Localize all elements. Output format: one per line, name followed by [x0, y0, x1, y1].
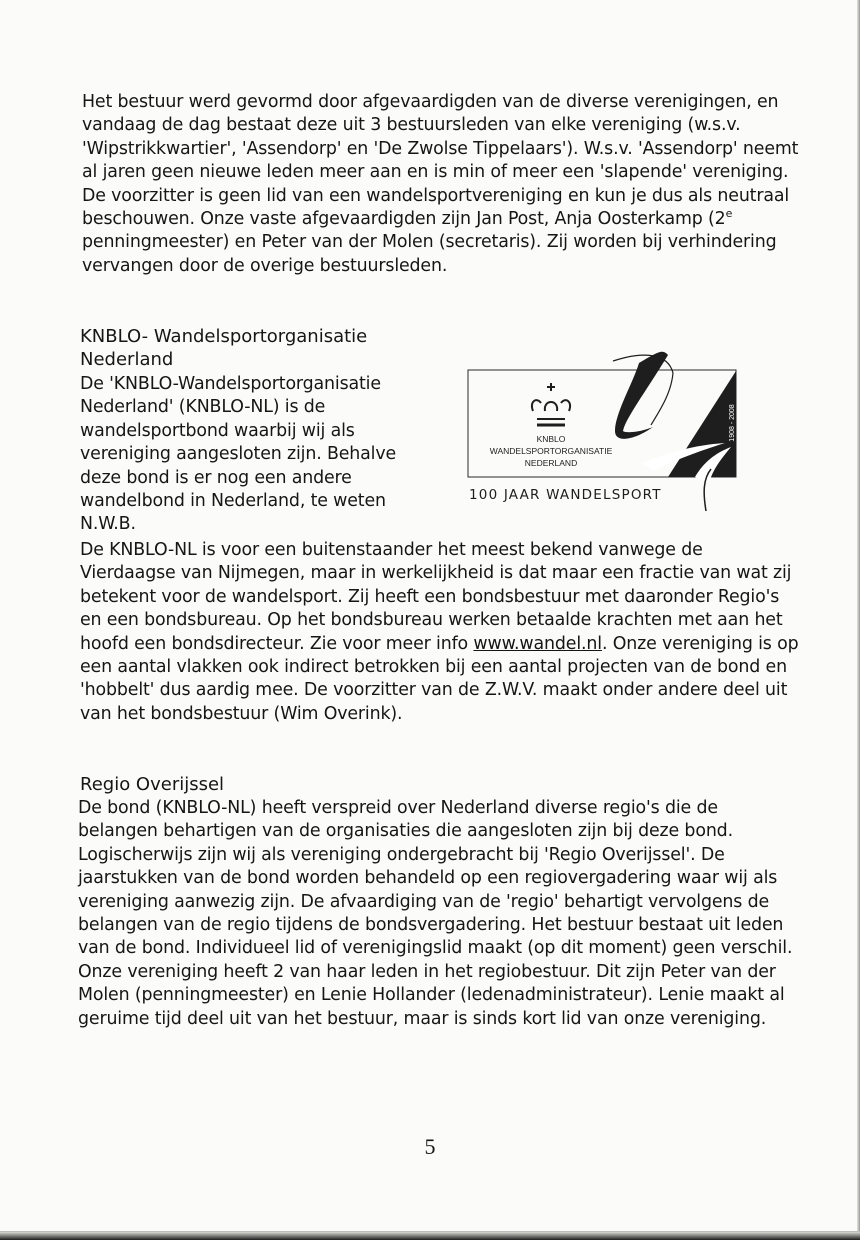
swoosh-icon — [615, 352, 668, 439]
intro-text-end: penningmeester) en Peter van der Molen (secretaris). Zij worden bij verhindering vervangen door de overige bestuursleden. — [82, 232, 777, 276]
section-heading-regio: Regio Overijssel — [80, 774, 225, 795]
logo-org-line1: KNBLO — [536, 434, 566, 444]
logo-org-line3: NEDERLAND — [524, 458, 578, 468]
logo-years: 1908 - 2008 — [729, 404, 736, 442]
knblo-details-text-end: . Onze vereniging is op een aantal vlakken ook indirect betrokken bij een aantal projecten van de bond en 'hobbelt' dus aardig mee. De voorzitter van de Z.W.V. maakt onder andere deel uit van het bondsbestuur (Wim Overink). — [80, 633, 799, 724]
page-number: 5 — [424, 1134, 436, 1159]
logo-org-line2: WANDELSPORTORGANISATIE — [489, 446, 613, 456]
knblo-paragraph-details — [80, 539, 800, 726]
page-bottom-edge — [0, 1232, 860, 1240]
knblo-details-text: De KNBLO-NL is voor een buitenstaander het meest bekend vanwege de Vierdaagse van Nijmegen, maar in werkelijkheid is dat maar een fractie van wat zij betekent voor de wandelsport. Zij heeft een bondsbestuur met daaronder Regio's en een bondsbureau. Op het bondsbureau werken betaalde krachten met aan het hoofd een bondsdirecteur. Zie voor meer info — [80, 540, 792, 654]
intro-paragraph — [82, 91, 802, 278]
section-heading-knblo: KNBLO- Wandelsportorganisatie Nederland — [80, 326, 368, 371]
logo-tagline: 100 JAAR WANDELSPORT — [469, 487, 662, 503]
ordinal-superscript: e — [725, 207, 733, 221]
website-link[interactable]: www.wandel.nl — [473, 633, 602, 654]
crown-icon — [532, 383, 570, 425]
knblo-paragraph-intro: De 'KNBLO-Wandelsportorganisatie Nederland' (KNBLO-NL) is de wandelsportbond waarbij wij als vereniging aangesloten zijn. Behalve deze bond is er nog een andere wandelbond in Nederland, te weten N.W.B. — [80, 374, 397, 535]
logo-dark-wedge — [668, 371, 736, 477]
intro-text: Het bestuur werd gevormd door afgevaardigden van de diverse verenigingen, en vandaag de dag bestaat deze uit 3 bestuursleden van elke vereniging (w.s.v. 'Wipstrikkwartier', 'Assendorp' en 'De Zwolse Tippelaars'). W.s.v. 'Assendorp' neemt al jaren geen nieuwe leden meer aan en is min of meer een 'slapende' vereniging. De voorzitter is geen lid van een wandelsportvereniging en kun je dus als neutraal beschouwen. Onze vaste afgevaardigden zijn Jan Post, Anja Oosterkamp (2 — [82, 92, 799, 230]
regio-paragraph: De bond (KNBLO-NL) heeft verspreid over Nederland diverse regio's die de belangen behartigen van de organisaties die aangesloten zijn bij deze bond. Logischerwijs zijn wij als vereniging ondergebracht bij 'Regio Overijssel'. De jaarstukken van de bond worden behandeld op een regiovergadering waar wij als vereniging aanwezig zijn. De afvaardiging van de 'regio' behartigt vervolgens de belangen van de regio tijdens de bondsvergadering. Het bestuur bestaat uit leden van de bond. Individueel lid of verenigingslid maakt (op dit moment) geen verschil. Onze vereniging heeft 2 van haar leden in het regiobestuur. Dit zijn Peter van der Molen (penningmeester) en Lenie Hollander (ledenadministrateur). Lenie maakt al geruime tijd deel uit van het bestuur, maar is sinds kort lid van onze vereniging. — [78, 798, 793, 1029]
knblo-anniversary-logo — [463, 343, 753, 515]
